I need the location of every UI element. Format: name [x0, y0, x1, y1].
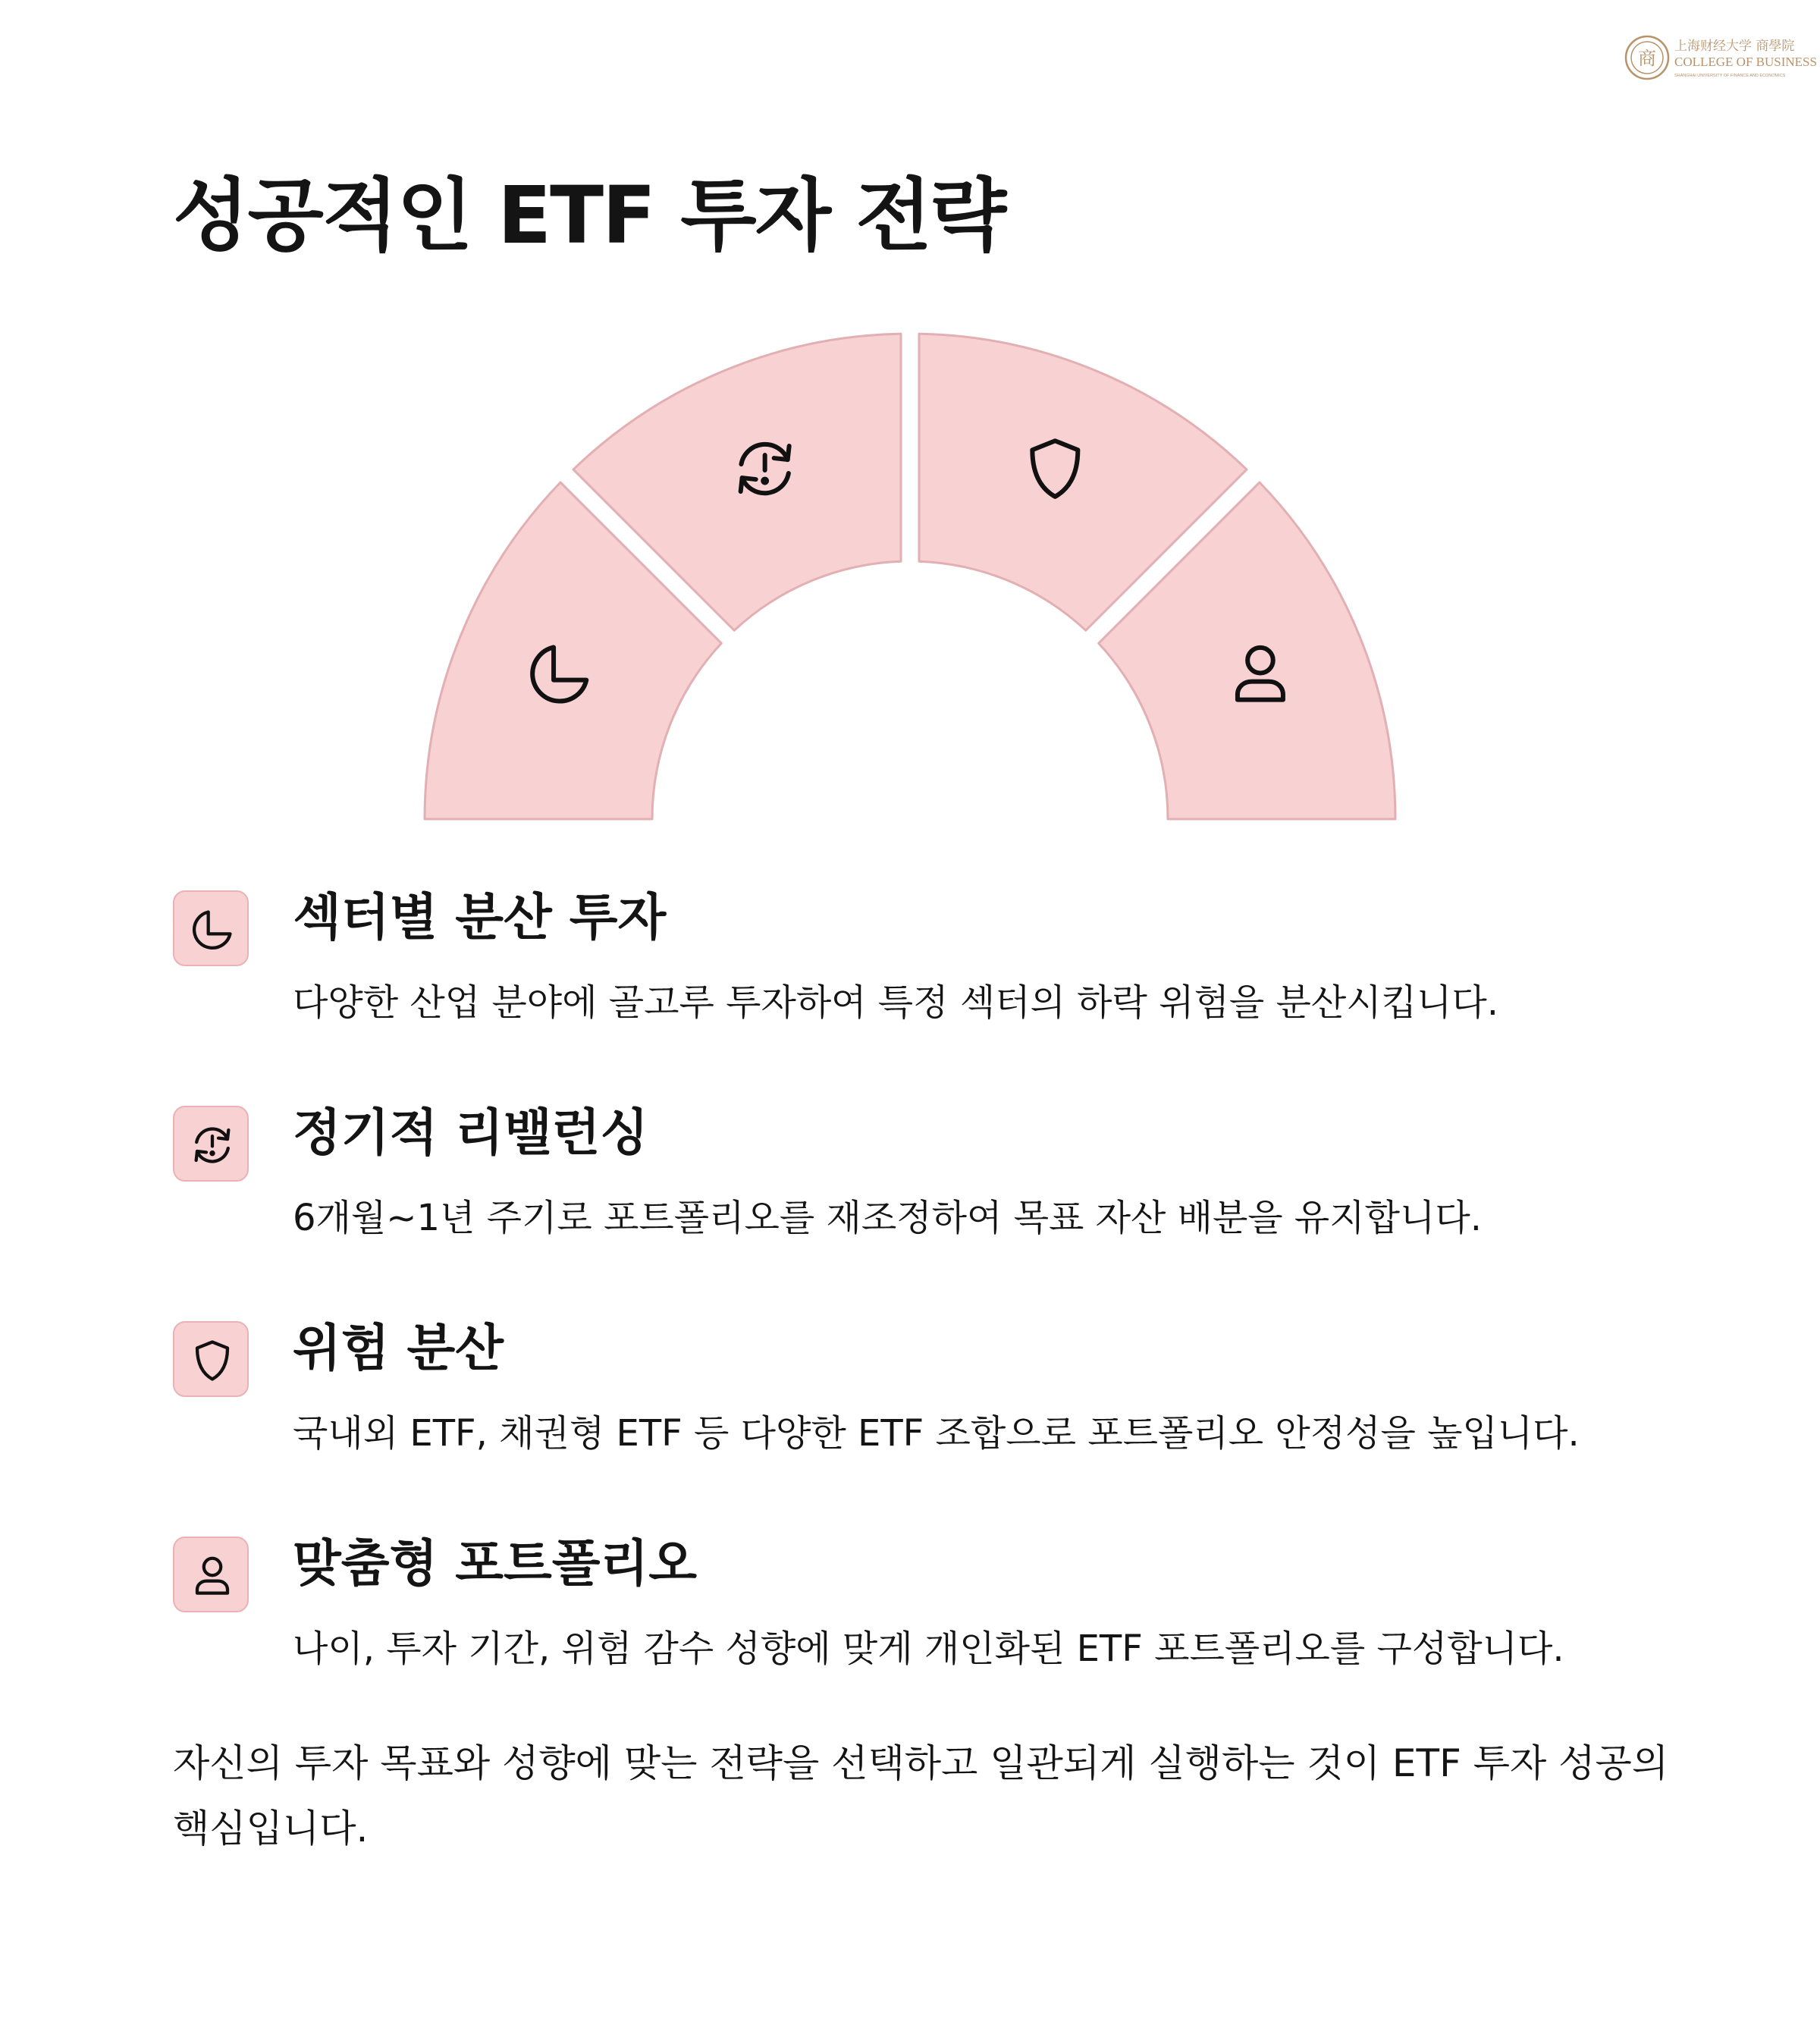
strategy-description: 국내외 ETF, 채권형 ETF 등 다양한 ETF 조합으로 포트폴리오 안정성을 높입니다.	[293, 1412, 1580, 1455]
shield-icon	[188, 1336, 237, 1385]
strategy-icon-badge	[173, 1106, 249, 1182]
strategy-item-custom	[173, 1534, 1690, 1703]
strategy-title: 위험 분산	[293, 1319, 504, 1377]
refresh-alert-icon	[188, 1121, 237, 1169]
logo-text-cn: 上海财经大学 商學院	[1674, 39, 1795, 54]
strategy-icon-badge	[173, 1537, 249, 1612]
conclusion-text: 자신의 투자 목표와 성향에 맞는 전략을 선택하고 일관되게 실행하는 것이 ETF 투자 성공의 핵심입니다.	[173, 1741, 1669, 1851]
strategy-description: 6개월~1년 주기로 포트폴리오를 재조정하여 목표 자산 배분을 유지합니다.	[293, 1197, 1483, 1239]
user-icon	[188, 1552, 237, 1600]
logo-text-en: COLLEGE OF BUSINESS	[1674, 55, 1817, 69]
strategy-title: 맞춤형 포트폴리오	[293, 1534, 698, 1593]
strategy-icon-badge	[173, 1321, 249, 1397]
logo-text-small: SHANGHAI UNIVERSITY OF FINANCE AND ECONOMICS	[1674, 74, 1786, 78]
strategy-item-risk	[173, 1321, 1690, 1488]
strategy-item-rebalancing	[173, 1103, 1690, 1273]
strategy-description: 나이, 투자 기간, 위험 감수 성향에 맞게 개인화된 ETF 포트폴리오를 구성합니다.	[293, 1628, 1564, 1670]
pie-chart-icon	[188, 906, 237, 954]
strategy-arc-diagram	[0, 0, 1820, 834]
strategy-title: 섹터별 분산 투자	[293, 888, 667, 946]
strategy-title: 정기적 리밸런싱	[293, 1103, 649, 1162]
strategy-item-sector	[173, 890, 1690, 1057]
strategy-description: 다양한 산업 분야에 골고루 투자하여 특정 섹터의 하락 위험을 분산시킵니다.	[293, 981, 1498, 1024]
strategy-icon-badge	[173, 890, 249, 966]
page-title: 성공적인 ETF 투자 전략	[173, 169, 1006, 262]
logo-emblem-char: 商	[1638, 48, 1656, 69]
